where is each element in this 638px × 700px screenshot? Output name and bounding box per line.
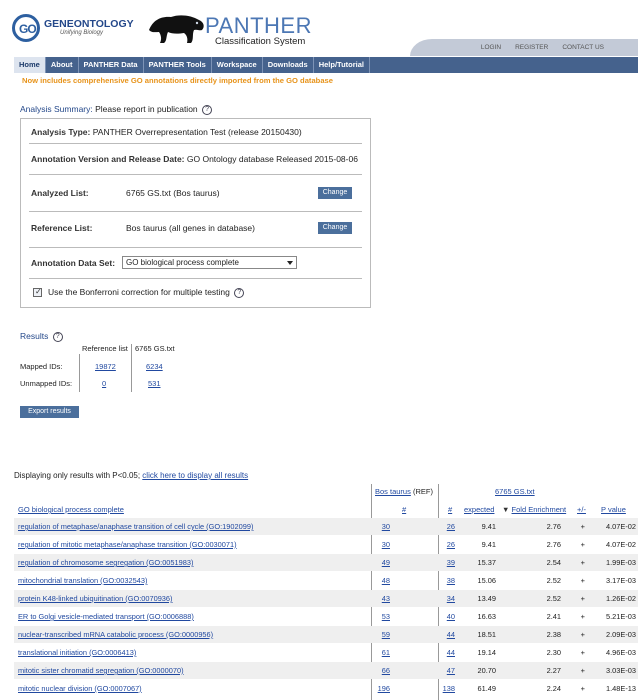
expected-value: 18.51 [477,630,496,639]
analyzed-count-link[interactable]: 44 [446,648,455,657]
p-value: 1.48E-13 [606,684,636,693]
go-term-link[interactable]: translational initiation (GO:0006413) [18,648,137,657]
annotation-data-set-value: GO biological process complete [126,258,239,267]
p-value: 1.26E-02 [606,594,636,603]
tab-panther-tools[interactable]: PANTHER Tools [144,57,212,73]
go-term-link[interactable]: ER to Golgi vesicle-mediated transport (GO:0006888) [18,612,194,621]
tab-panther-data[interactable]: PANTHER Data [79,57,144,73]
tab-about[interactable]: About [46,57,79,73]
filter-note-text: Displaying only results with P<0.05; [14,471,143,480]
unmapped-ids-label: Unmapped IDs: [20,379,73,388]
mapped-ids-analyzed-link[interactable]: 6234 [146,362,163,371]
go-term-link[interactable]: regulation of metaphase/anaphase transition of cell cycle (GO:1902099) [18,522,254,531]
p-value: 4.07E-02 [606,522,636,531]
annotation-version-label: Annotation Version and Release Date: [31,154,185,164]
tab-workspace[interactable]: Workspace [212,57,263,73]
analysis-summary-box [20,118,371,308]
table-row [14,662,638,679]
fold-enrichment-value: 2.52 [546,576,561,585]
reference-list-label-row [31,223,92,233]
p-value: 1.99E-03 [606,558,636,567]
p-value: 4.96E-03 [606,648,636,657]
divider [79,354,80,392]
analyzed-count-header-link[interactable]: # [448,505,453,514]
direction-value: + [580,684,585,693]
register-link[interactable]: REGISTER [515,44,549,51]
ref-count-link[interactable]: 43 [381,594,390,603]
go-term-link[interactable]: protein K48-linked ubiquitination (GO:0070936) [18,594,173,603]
direction-value: + [580,558,585,567]
reference-list-label: Reference List: [31,223,93,233]
divider [29,278,362,279]
ref-count-link[interactable]: 66 [381,666,390,675]
main-nav [14,57,638,73]
change-analyzed-list-button[interactable]: Change [318,187,352,199]
contact-us-link[interactable]: CONTACT US [562,44,604,51]
go-process-header-link[interactable]: GO biological process complete [18,505,124,514]
direction-value: + [580,576,585,585]
expected-value: 19.14 [477,648,496,657]
analyzed-count-link[interactable]: 34 [446,594,455,603]
direction-value: + [580,666,585,675]
analysis-summary-title [20,104,212,115]
fold-enrichment-header [502,505,566,514]
divider [29,247,362,248]
table-row [14,680,638,697]
expected-value: 20.70 [477,666,496,675]
analyzed-list-header-link[interactable]: 6765 GS.txt [495,487,535,496]
analysis-summary-label: Analysis Summary: [20,104,93,114]
analyzed-count-link[interactable]: 39 [446,558,455,567]
p-value: 5.21E-03 [606,612,636,621]
ref-organism-header [375,487,433,496]
p-value: 3.17E-03 [606,576,636,585]
display-all-results-link[interactable]: click here to display all results [142,471,249,480]
results-col-analyzed: 6765 GS.txt [135,344,175,353]
direction-value: + [580,612,585,621]
analyzed-count-link[interactable]: 44 [446,630,455,639]
expected-value: 15.06 [477,576,496,585]
change-reference-list-button[interactable]: Change [318,222,352,234]
expected-value: 61.49 [477,684,496,693]
analyzed-count-link[interactable]: 38 [446,576,455,585]
reference-list-value: Bos taurus (all genes in database) [126,223,255,233]
fold-enrichment-value: 2.54 [546,558,561,567]
ref-suffix: (REF) [410,487,433,496]
analysis-type-value: PANTHER Overrepresentation Test (release 20150430) [90,127,302,137]
fold-enrichment-value: 2.76 [546,540,561,549]
divider [29,211,362,212]
divider [29,143,362,144]
analyzed-count-link[interactable]: 40 [446,612,455,621]
results-label: Results [20,331,49,341]
table-row [14,608,638,625]
annotation-data-set-row [31,258,115,268]
table-row [14,572,638,589]
go-term-link[interactable]: mitotic nuclear division (GO:0007067) [18,684,142,693]
ref-count-header-link[interactable]: # [402,505,407,514]
panther-name[interactable]: PANTHER [205,13,312,38]
direction-value: + [580,648,585,657]
results-filter-note [14,471,248,480]
fold-enrichment-value: 2.27 [546,666,561,675]
direction-header-link[interactable]: +/- [577,505,586,514]
p-value: 2.09E-03 [606,630,636,639]
analyzed-count-link[interactable]: 26 [446,522,455,531]
annotation-data-set-label: Annotation Data Set: [31,258,116,268]
help-icon[interactable]: ? [234,288,244,298]
results-title [20,331,63,342]
geneontology-tagline: Unifying Biology [60,30,104,36]
ref-count-link[interactable]: 30 [381,540,390,549]
help-icon[interactable]: ? [53,332,63,342]
divider [29,174,362,175]
ref-count-link[interactable]: 59 [381,630,390,639]
p-value: 3.03E-03 [606,666,636,675]
mapped-ids-ref-link[interactable]: 19872 [95,362,116,371]
analyzed-list-value: 6765 GS.txt (Bos taurus) [126,188,220,198]
go-term-link[interactable]: mitochondrial translation (GO:0032543) [18,576,148,585]
ref-count-link[interactable]: 48 [381,576,390,585]
ref-count-link[interactable]: 196 [377,684,390,693]
annotation-data-set-select[interactable] [122,256,297,269]
unmapped-ids-ref-link[interactable]: 0 [102,379,107,388]
tab-downloads[interactable]: Downloads [263,57,314,73]
fold-enrichment-value: 2.76 [546,522,561,531]
ref-count-link[interactable]: 61 [381,648,390,657]
chevron-down-icon [287,261,293,265]
export-results-button[interactable]: Export results [20,406,79,418]
analyzed-count-link[interactable]: 138 [442,684,455,693]
panther-subtitle: Classification System [215,36,306,47]
expected-value: 9.41 [481,522,496,531]
fold-enrichment-value: 2.38 [546,630,561,639]
analyzed-list-label: Analyzed List: [31,188,89,198]
go-term-link[interactable]: nuclear-transcribed mRNA catabolic process (GO:0000956) [18,630,214,639]
ref-count-link[interactable]: 30 [381,522,390,531]
analysis-type-row [31,127,302,137]
expected-value: 9.41 [481,540,496,549]
table-row [14,626,638,643]
fold-enrichment-value: 2.30 [546,648,561,657]
unmapped-ids-analyzed-link[interactable]: 531 [148,379,161,388]
login-link[interactable]: LOGIN [480,44,502,51]
analyzed-count-link[interactable]: 47 [446,666,455,675]
expected-value: 13.49 [477,594,496,603]
expected-header-link[interactable]: expected [464,505,495,514]
ref-count-link[interactable]: 49 [381,558,390,567]
analyzed-count-link[interactable]: 26 [446,540,455,549]
annotation-version-row [31,154,358,164]
analysis-summary-note: Please report in publication [92,104,198,114]
direction-value: + [580,522,585,531]
bonferroni-label: Use the Bonferroni correction for multiple testing [48,287,230,297]
bonferroni-checkbox[interactable] [33,288,42,297]
ref-count-link[interactable]: 53 [381,612,390,621]
account-links [481,44,604,51]
fold-enrichment-header-link[interactable]: Fold Enrichment [511,505,567,514]
tab-help-tutorial[interactable]: Help/Tutorial [314,57,370,73]
analyzed-list-label-row [31,188,89,198]
notice-banner: Now includes comprehensive GO annotations directly imported from the GO database [22,76,333,85]
p-value: 4.07E-02 [606,540,636,549]
analysis-type-label: Analysis Type: [31,127,91,137]
ref-organism-link[interactable]: Bos taurus [375,487,411,496]
expected-value: 16.63 [477,612,496,621]
results-col-reference: Reference list [82,344,128,353]
direction-value: + [580,540,585,549]
geneontology-name[interactable]: GENEONTOLOGY [44,18,134,30]
fold-enrichment-value: 2.24 [546,684,561,693]
table-row [14,644,638,661]
mapped-ids-label: Mapped IDs: [20,362,63,371]
p-value-header-link[interactable]: P value [601,505,626,514]
help-icon[interactable]: ? [202,105,212,115]
expected-value: 15.37 [477,558,496,567]
go-logo-mark: GO [19,22,36,36]
fold-enrichment-value: 2.41 [546,612,561,621]
table-row [14,518,638,535]
geneontology-logo-icon[interactable] [12,14,40,42]
direction-value: + [580,630,585,639]
annotation-version-value: GO Ontology database Released 2015-08-06 [184,154,358,164]
go-term-link[interactable]: mitotic sister chromatid segregation (GO:0000070) [18,666,184,675]
go-term-link[interactable]: regulation of chromosome segregation (GO:0051983) [18,558,194,567]
sort-down-icon[interactable]: ▼ [502,505,510,514]
bonferroni-row [48,287,244,298]
divider [131,344,132,392]
tab-home[interactable]: Home [14,57,46,73]
table-row [14,590,638,607]
table-row [14,554,638,571]
table-row [14,536,638,553]
fold-enrichment-value: 2.52 [546,594,561,603]
go-term-link[interactable]: regulation of mitotic metaphase/anaphase transition (GO:0030071) [18,540,237,549]
direction-value: + [580,594,585,603]
